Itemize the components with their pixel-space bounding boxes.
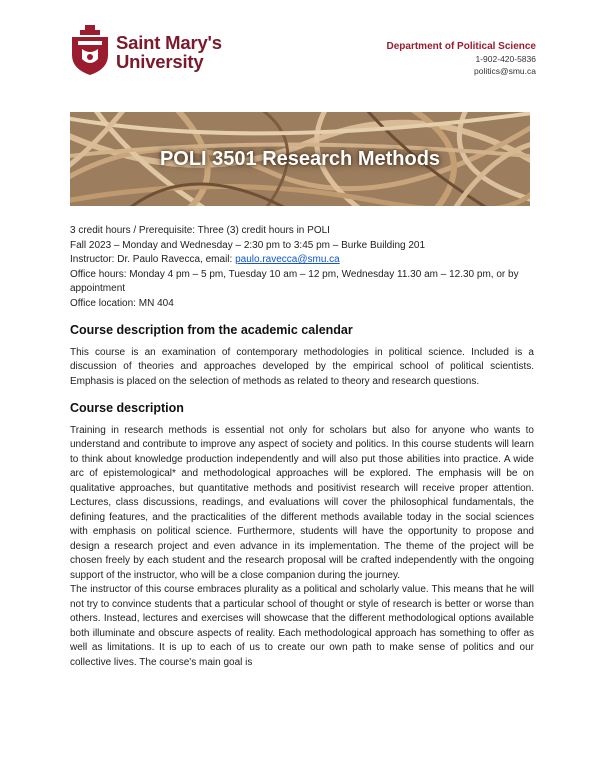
course-description-paragraph-1: Training in research methods is essential not only for scholars but also for anyone who wants to understand and contribute to improve any aspect of society and politics. In this course students will learn to think about knowledge production independently and will also put those abilities into practice. A wide arc of epistemological* and methodological approaches will be explored. The emphasis will be on qualitative approaches, but quantitative methods and positivist research will receive proper attention. Lectures, class discussions, readings, and evaluations will cover the philosophical fundamentals, the defining features, and the practicalities of the different methods available today in the social sciences with emphasis on political science. Furthermore, students will have the opportunity to propose and design a research project and even advance in its implementation. The theme of the project will be chosen freely by each student and the research proposal will be crafted independently with the ongoing support of the instructor, who will be a close companion during the journey. [70,424,534,581]
department-name: Department of Political Science [386,41,536,52]
instructor-line [70,253,534,268]
university-name-line2: University [116,51,204,72]
department-phone: 1-902-420-5836 [475,54,536,64]
instructor-label: Instructor: Dr. Paulo Ravecca, email: [70,254,236,265]
crest-icon [70,25,110,75]
university-logo [70,25,240,77]
instructor-email-link[interactable]: paulo.ravecca@smu.ca [235,254,340,265]
calendar-description-paragraph: This course is an examination of contemporary methodologies in political science. Included is a discussion of theories and approaches developed by the empirical school of political scientists. Emphasis is placed on the selection of methods as related to theory and research questions. [70,346,534,387]
university-name [116,33,222,71]
course-description-paragraph-2: The instructor of this course embraces plurality as a political and scholarly value. This means that he will not try to convince students that a particular school of thought or style of research is better or worse than others. Instead, lectures and exercises will showcase that the different methodological options available both illuminate and obscure aspects of reality. Each methodological approach has something to offer as well as limitations. It is up to each of us to create our own path to make sense of politics and our collective lives. The course's main goal is [70,584,534,668]
course-description-heading: Course description [70,401,184,415]
university-name-line1: Saint Mary's [116,32,222,53]
schedule-line: Fall 2023 – Monday and Wednesday – 2:30 pm to 3:45 pm – Burke Building 201 [70,239,426,251]
credits-line: 3 credit hours / Prerequisite: Three (3) credit hours in POLI [70,225,330,236]
course-info [70,224,534,311]
course-banner [70,112,530,206]
calendar-description-heading: Course description from the academic calendar [70,323,353,337]
department-email: politics@smu.ca [473,66,536,76]
syllabus-body [70,224,534,670]
department-contact [387,40,537,77]
course-title: POLI 3501 Research Methods [159,147,441,170]
office-location-line: Office location: MN 404 [70,297,174,309]
office-hours-line: Office hours: Monday 4 pm – 5 pm, Tuesday 10 am – 12 pm, Wednesday 11.30 am – 12.30 pm, or by appointment [70,268,519,294]
